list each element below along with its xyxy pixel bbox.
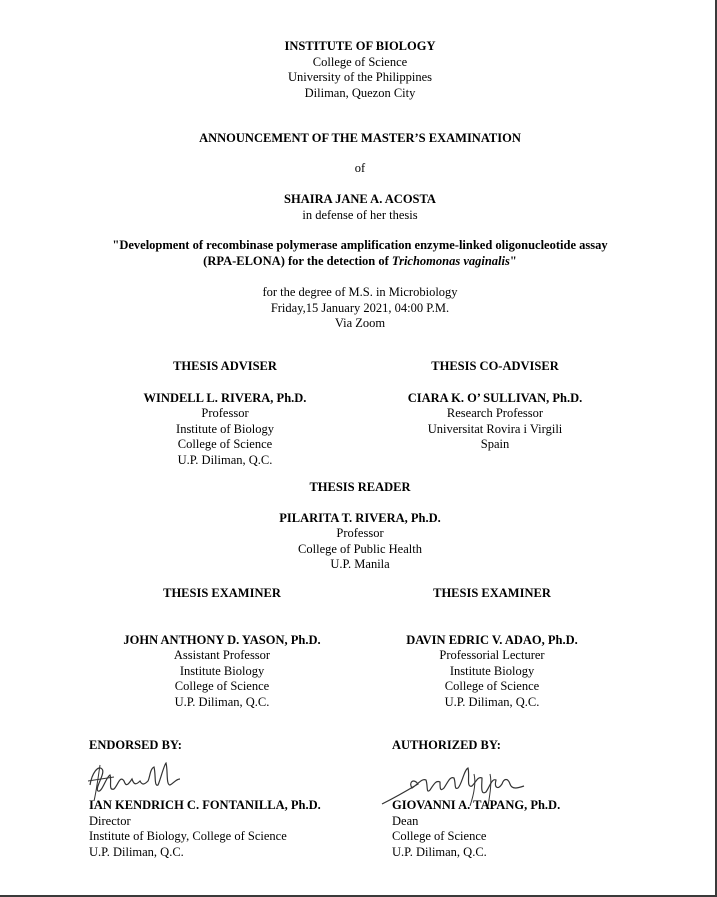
venue-text: Via Zoom (334, 316, 386, 330)
authorizer-line: U.P. Diliman, Q.C. (392, 844, 487, 859)
reader-line: Professor (336, 526, 384, 540)
reader-line: College of Public Health (298, 541, 422, 556)
endorser-line: Institute of Biology, College of Science (89, 829, 287, 843)
examiner2-line: Institute Biology (449, 663, 535, 678)
examiner1-line: Assistant Professor (173, 648, 271, 662)
adviser-line: U.P. Diliman, Q.C. (177, 452, 273, 467)
reader-block (235, 480, 485, 573)
examiner1-name: JOHN ANTHONY D. YASON, Ph.D. (123, 632, 321, 647)
adviser-name: WINDELL L. RIVERA, Ph.D. (143, 390, 307, 405)
endorser-name: IAN KENDRICH C. FONTANILLA, Ph.D. (89, 798, 321, 812)
candidate-name: SHAIRA JANE A. ACOSTA (284, 192, 436, 206)
adviser-block (100, 359, 350, 468)
thesis-title-line2-start: (RPA-ELONA) for the detection of (203, 253, 392, 268)
endorser-block (89, 798, 389, 860)
thesis-title-line1: "Development of recombinase polymerase amplification enzyme-linked oligonucleotide assay (112, 238, 608, 252)
location: Diliman, Quezon City (304, 85, 416, 100)
thesis-title-line2-end: " (509, 253, 517, 268)
endorser-line: U.P. Diliman, Q.C. (89, 844, 184, 859)
institute-name: INSTITUTE OF BIOLOGY (284, 39, 436, 53)
adviser-heading: THESIS ADVISER (173, 359, 277, 373)
endorsed-label-block (89, 738, 349, 754)
thesis-title-line2 (40, 254, 680, 270)
of-block (160, 161, 560, 177)
examiner1-line: College of Science (174, 679, 270, 693)
of-text: of (354, 161, 366, 175)
co-adviser-line: Universitat Rovira i Virgili (427, 421, 563, 436)
examiner2-heading: THESIS EXAMINER (433, 586, 551, 600)
authorizer-name: GIOVANNI A. TAPANG, Ph.D. (392, 798, 561, 812)
datetime-text: Friday,15 January 2021, 04:00 P.M. (270, 300, 450, 315)
header (160, 39, 560, 101)
co-adviser-heading: THESIS CO-ADVISER (431, 359, 559, 373)
endorsed-label: ENDORSED BY: (89, 738, 182, 752)
examiner1-heading: THESIS EXAMINER (163, 586, 281, 600)
examiner2-line: Professorial Lecturer (439, 648, 545, 662)
examiner1-line: Institute Biology (179, 663, 265, 678)
reader-heading: THESIS READER (309, 480, 411, 494)
adviser-line: Institute of Biology (176, 421, 274, 436)
authorized-label: AUTHORIZED BY: (392, 738, 501, 752)
endorser-line: Director (89, 813, 131, 828)
thesis-title-species: Trichomonas vaginalis (391, 253, 510, 268)
exam-details (160, 285, 560, 332)
co-adviser-line: Research Professor (446, 406, 544, 420)
co-adviser-line: Spain (480, 437, 510, 451)
announcement-title-block (110, 131, 610, 147)
authorizer-line: College of Science (392, 829, 487, 843)
thesis-title (40, 238, 680, 269)
adviser-line: College of Science (177, 437, 273, 451)
candidate-block (160, 192, 560, 223)
examiner2-line: College of Science (444, 679, 540, 693)
authorizer-line: Dean (392, 813, 419, 828)
co-adviser-name: CIARA K. O’ SULLIVAN, Ph.D. (407, 390, 583, 405)
examiner2-block (367, 586, 617, 710)
authorizer-block (392, 798, 692, 860)
college-name: College of Science (312, 54, 408, 69)
examiner2-line: U.P. Diliman, Q.C. (444, 694, 540, 709)
reader-line: U.P. Manila (330, 557, 390, 571)
examiner1-block (97, 586, 347, 710)
announcement-title: ANNOUNCEMENT OF THE MASTER’S EXAMINATION (199, 131, 521, 145)
university-name: University of the Philippines (287, 70, 433, 84)
defense-text: in defense of her thesis (302, 207, 418, 222)
examiner2-name: DAVIN EDRIC V. ADAO, Ph.D. (406, 632, 578, 647)
reader-name: PILARITA T. RIVERA, Ph.D. (279, 510, 441, 525)
authorized-label-block (392, 738, 652, 754)
adviser-line: Professor (201, 406, 249, 420)
examiner1-line: U.P. Diliman, Q.C. (174, 694, 270, 709)
degree-text: for the degree of M.S. in Microbiology (262, 285, 458, 299)
co-adviser-block (370, 359, 620, 453)
